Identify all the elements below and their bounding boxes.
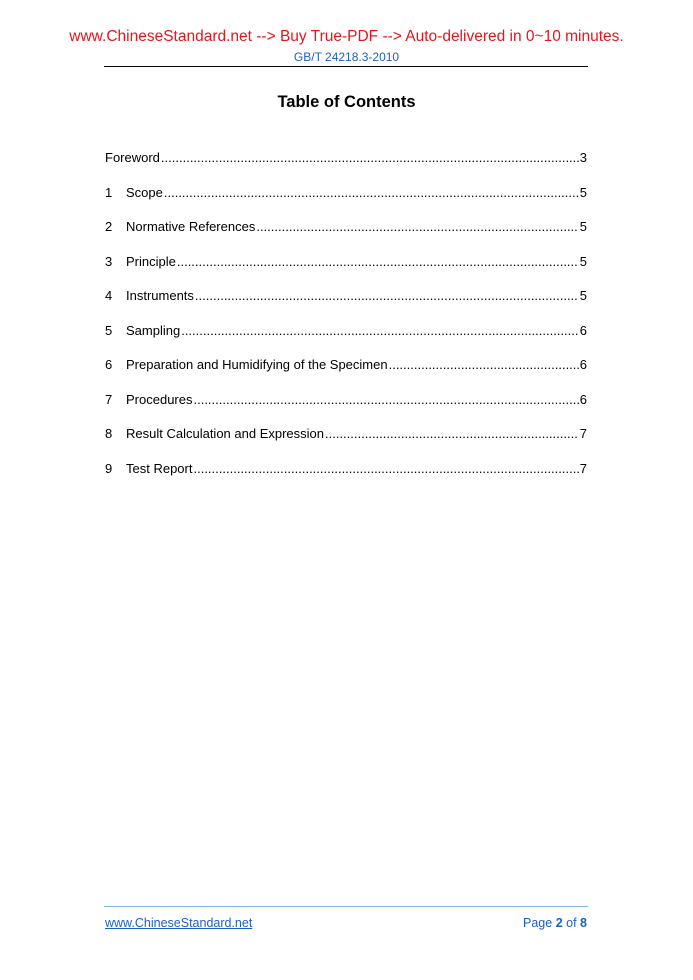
toc-entry-label: Sampling bbox=[126, 322, 181, 338]
toc-leader-dots bbox=[161, 150, 579, 165]
toc-list bbox=[105, 150, 587, 495]
standard-code: GB/T 24218.3-2010 bbox=[293, 50, 400, 64]
toc-entry-page: 7 bbox=[579, 460, 587, 476]
toc-leader-dots bbox=[325, 426, 579, 441]
toc-entry-label: Result Calculation and Expression bbox=[126, 426, 324, 441]
toc-leader-dots bbox=[256, 219, 578, 234]
toc-entry-instruments[interactable] bbox=[105, 288, 587, 323]
page-number bbox=[523, 916, 587, 930]
toc-entry-preparation[interactable] bbox=[105, 357, 587, 392]
toc-entry-page: 7 bbox=[579, 426, 587, 441]
toc-entry-number: 6 bbox=[105, 357, 113, 372]
toc-entry-page: 6 bbox=[579, 322, 587, 338]
header-divider bbox=[104, 66, 588, 67]
toc-entry-test-report[interactable] bbox=[105, 461, 587, 496]
page-of-label: of bbox=[566, 916, 577, 930]
toc-entry-label: Normative References bbox=[126, 219, 256, 234]
toc-entry-scope[interactable] bbox=[105, 185, 587, 220]
toc-leader-dots bbox=[193, 392, 578, 407]
page-label: Page bbox=[523, 916, 553, 930]
toc-title: Table of Contents bbox=[277, 93, 416, 111]
footer-divider bbox=[104, 906, 588, 907]
toc-entry-page: 5 bbox=[579, 184, 587, 200]
toc-entry-label: Principle bbox=[126, 253, 176, 269]
toc-entry-page: 6 bbox=[579, 391, 587, 407]
toc-leader-dots bbox=[195, 288, 579, 303]
toc-entry-page: 5 bbox=[579, 288, 587, 303]
toc-entry-principle[interactable] bbox=[105, 254, 587, 289]
toc-leader-dots bbox=[181, 323, 579, 338]
toc-entry-page: 5 bbox=[579, 253, 587, 269]
toc-leader-dots bbox=[193, 461, 578, 476]
toc-entry-page: 6 bbox=[579, 357, 587, 372]
toc-leader-dots bbox=[164, 185, 579, 200]
promo-banner[interactable]: www.ChineseStandard.net --> Buy True-PDF --> Auto-delivered in 0~10 minutes. bbox=[69, 28, 624, 45]
toc-entry-number: 9 bbox=[105, 460, 113, 476]
toc-entry-label: Procedures bbox=[126, 391, 193, 407]
toc-entry-number: 3 bbox=[105, 253, 113, 269]
toc-entry-label: Scope bbox=[126, 184, 163, 200]
toc-entry-result-calculation[interactable] bbox=[105, 426, 587, 461]
toc-entry-label: Foreword bbox=[105, 150, 160, 165]
toc-entry-number: 5 bbox=[105, 322, 113, 338]
toc-entry-number: 4 bbox=[105, 288, 113, 303]
toc-entry-label: Instruments bbox=[126, 288, 194, 303]
toc-entry-number: 2 bbox=[105, 219, 113, 234]
toc-entry-page: 5 bbox=[579, 219, 587, 234]
toc-entry-label: Test Report bbox=[126, 460, 193, 476]
toc-entry-sampling[interactable] bbox=[105, 323, 587, 358]
toc-entry-normative-references[interactable] bbox=[105, 219, 587, 254]
toc-entry-number: 8 bbox=[105, 426, 113, 441]
toc-entry-page: 3 bbox=[579, 150, 587, 165]
toc-entry-number: 1 bbox=[105, 184, 113, 200]
toc-leader-dots bbox=[389, 357, 579, 372]
toc-entry-foreword[interactable] bbox=[105, 150, 587, 185]
toc-leader-dots bbox=[177, 254, 579, 269]
toc-entry-procedures[interactable] bbox=[105, 392, 587, 427]
toc-entry-label: Preparation and Humidifying of the Specimen bbox=[126, 357, 388, 372]
footer-website-link[interactable]: www.ChineseStandard.net bbox=[105, 916, 253, 930]
toc-entry-number: 7 bbox=[105, 391, 113, 407]
total-pages-number: 8 bbox=[580, 916, 587, 930]
current-page-number: 2 bbox=[555, 916, 563, 930]
